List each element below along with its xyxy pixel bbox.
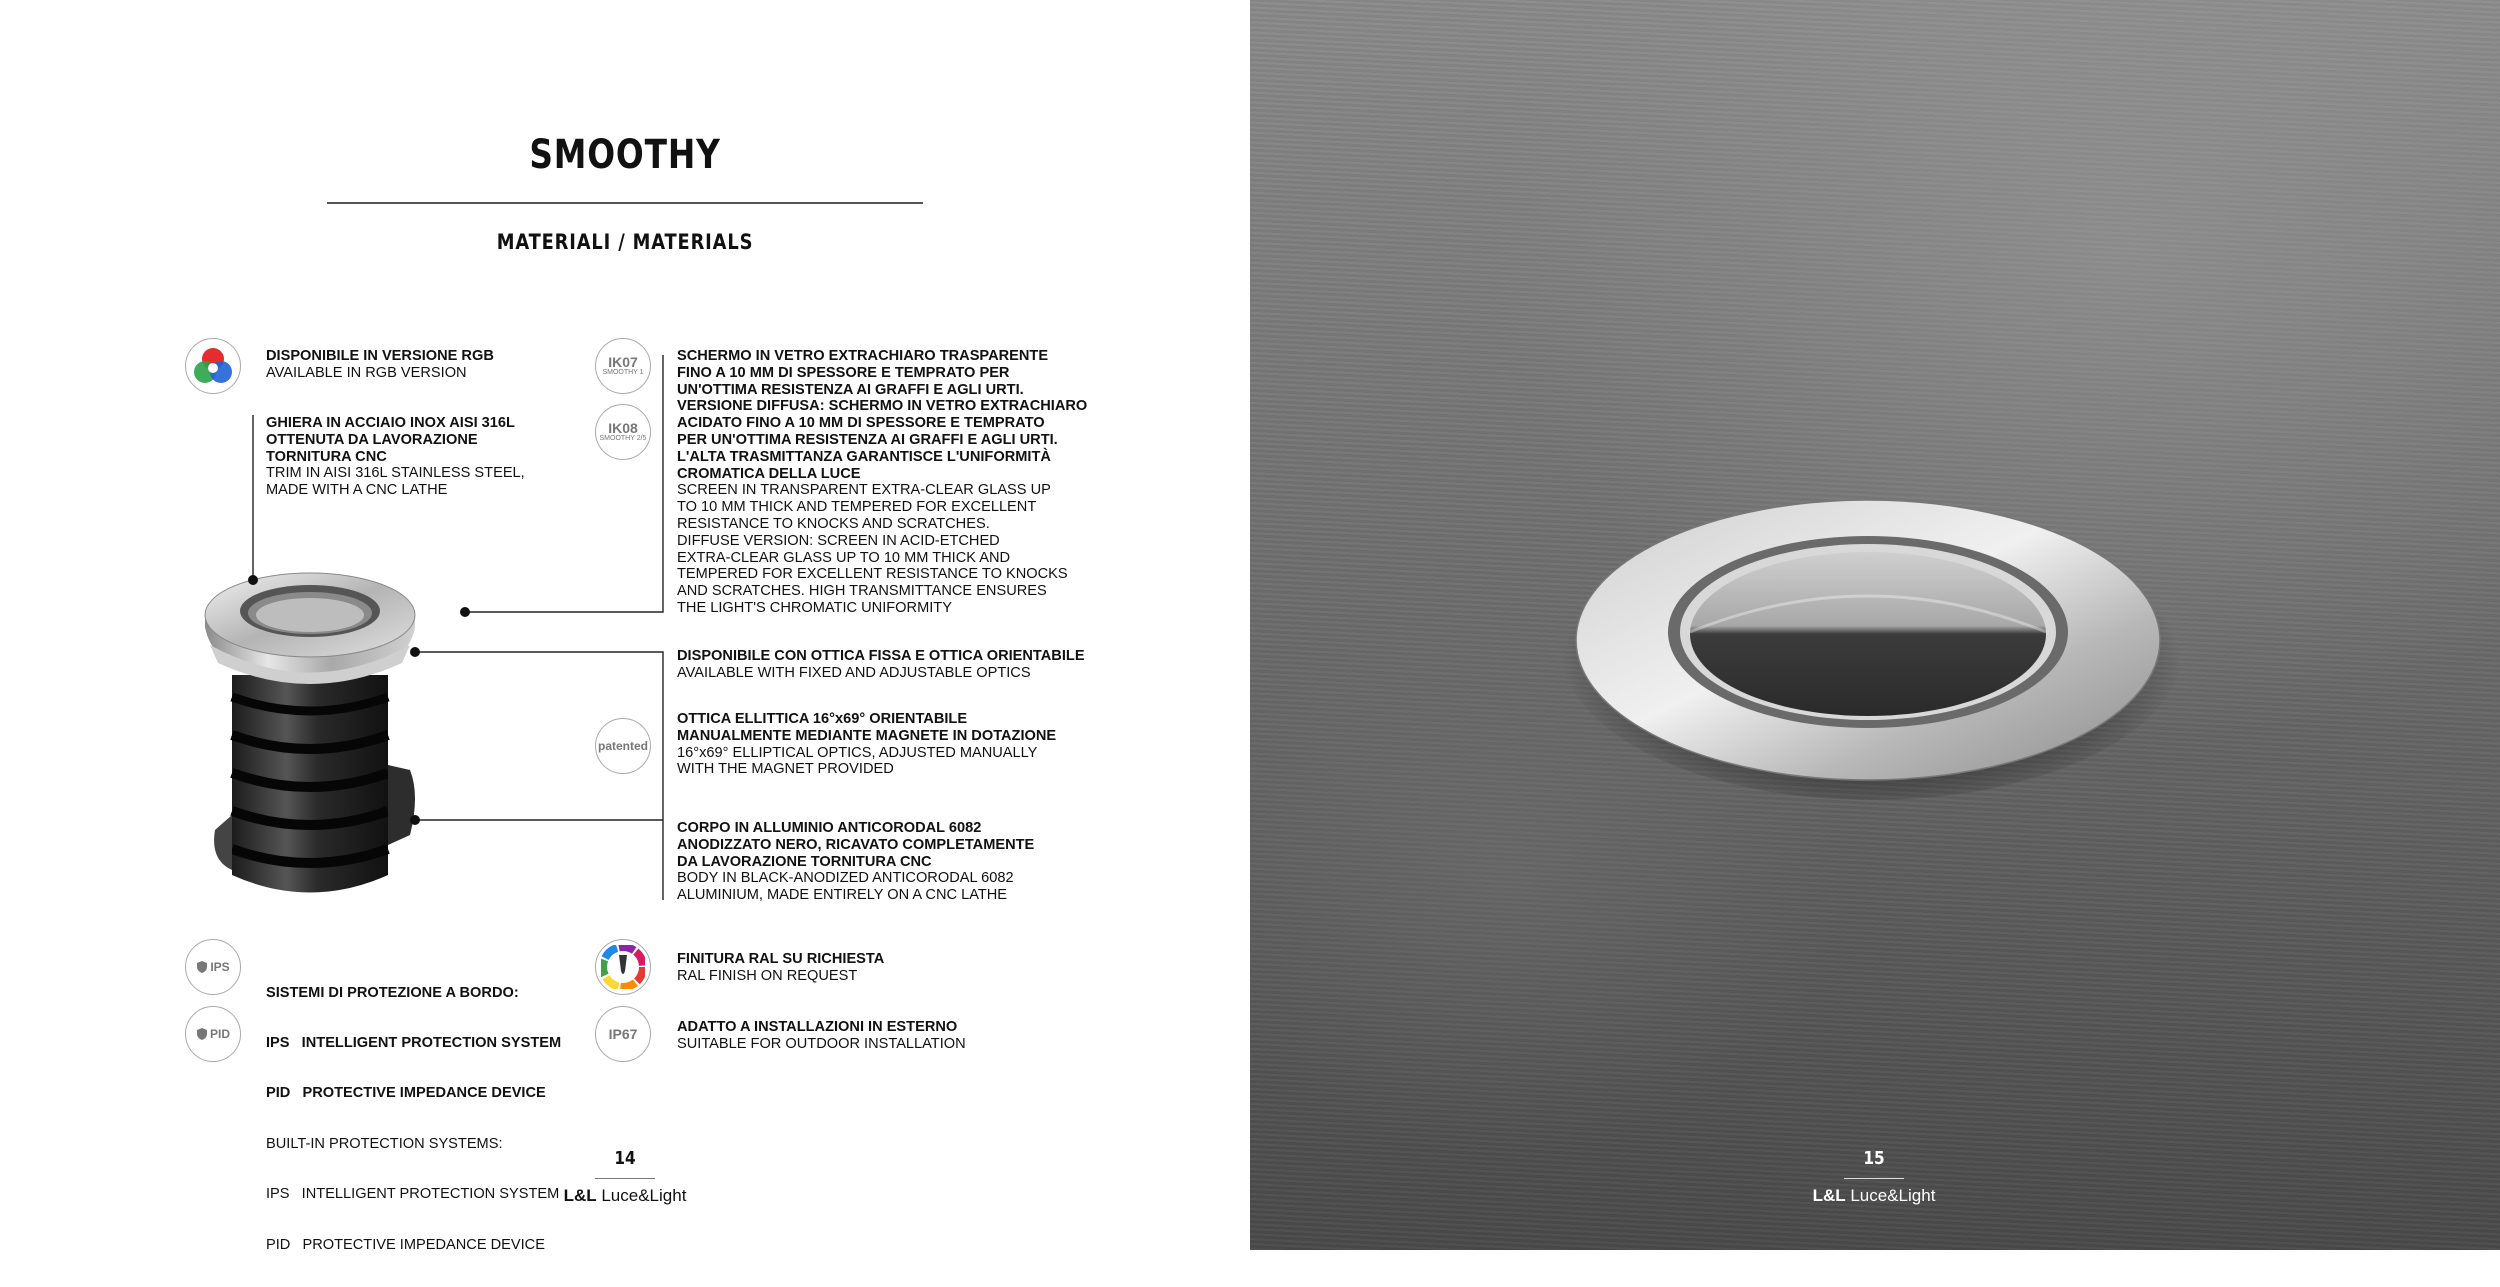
ik08-label: IK08 (608, 420, 638, 436)
feature-line: AND SCRATCHES. HIGH TRANSMITTANCE ENSURES (677, 583, 1047, 600)
feature-outdoor (677, 1019, 966, 1053)
feature-line: RESISTANCE TO KNOCKS AND SCRATCHES. (677, 515, 990, 532)
feature-line: OTTENUTA DA LAVORAZIONE (266, 431, 478, 448)
brand-name: Luce&Light (596, 1186, 687, 1205)
feature-line: FINO A 10 MM DI SPESSORE E TEMPRATO PER (677, 364, 1010, 381)
feature-line: PER UN'OTTIMA RESISTENZA AI GRAFFI E AGLI URTI. (677, 431, 1058, 448)
product-illustration (170, 545, 570, 915)
feature-protection (266, 951, 561, 1287)
feature-rgb-en: AVAILABLE IN RGB VERSION (266, 364, 467, 381)
feature-line: FINITURA RAL SU RICHIESTA (677, 951, 885, 967)
pid-badge (185, 1006, 241, 1062)
product-body (214, 675, 415, 893)
feature-line: OTTICA ELLITTICA 16°x69° ORIENTABILE (677, 711, 968, 727)
feature-line: SCHERMO IN VETRO EXTRACHIARO TRASPARENTE (677, 348, 1049, 364)
ip67-label: IP67 (608, 1026, 638, 1042)
feature-line: ANODIZZATO NERO, RICAVATO COMPLETAMENTE (677, 836, 1035, 853)
feature-line: ALUMINIUM, MADE ENTIRELY ON A CNC LATHE (677, 887, 1008, 904)
page-title: SMOOTHY (529, 132, 721, 178)
rgb-badge (185, 338, 241, 394)
shield-icon (196, 1028, 208, 1040)
feature-line: DISPONIBILE CON OTTICA FISSA E OTTICA ORIENTABILE (677, 648, 1085, 664)
feature-line: MANUALMENTE MEDIANTE MAGNETE IN DOTAZIONE (677, 727, 1057, 744)
feature-line: IPS INTELLIGENT PROTECTION SYSTEM (266, 1186, 560, 1203)
patented-label: patented (597, 739, 648, 753)
color-wheel-icon (601, 945, 645, 989)
feature-line: PID PROTECTIVE IMPEDANCE DEVICE (266, 1236, 545, 1253)
feature-ral (677, 951, 884, 985)
feature-line: ADATTO A INSTALLAZIONI IN ESTERNO (677, 1019, 958, 1035)
left-page (0, 0, 1250, 1253)
brand-name: Luce&Light (1845, 1186, 1936, 1205)
page-subtitle: MATERIALI / MATERIALS (496, 230, 754, 254)
feature-line: PID PROTECTIVE IMPEDANCE DEVICE (266, 1085, 546, 1102)
feature-line: DA LAVORAZIONE TORNITURA CNC (677, 853, 932, 870)
feature-line: MADE WITH A CNC LATHE (266, 482, 448, 499)
feature-line: CORPO IN ALLUMINIO ANTICORODAL 6082 (677, 820, 982, 836)
ik08-sub: SMOOTHY 2/5 (599, 435, 647, 442)
brand-left (525, 1186, 725, 1206)
feature-line: L'ALTA TRASMITTANZA GARANTISCE L'UNIFORMITÀ (677, 448, 1051, 465)
page-number-divider (1844, 1178, 1904, 1179)
feature-line: DIFFUSE VERSION: SCREEN IN ACID-ETCHED (677, 532, 1000, 549)
feature-line: THE LIGHT'S CHROMATIC UNIFORMITY (677, 599, 952, 616)
page-number-divider (595, 1178, 655, 1179)
feature-body (677, 820, 1034, 904)
feature-line: WITH THE MAGNET PROVIDED (677, 761, 894, 778)
feature-line: EXTRA-CLEAR GLASS UP TO 10 MM THICK AND (677, 549, 1011, 566)
brand-mark: L&L (563, 1186, 597, 1205)
ik07-badge (595, 338, 651, 394)
feature-line: CROMATICA DELLA LUCE (677, 465, 861, 482)
ips-badge (185, 939, 241, 995)
feature-optics (677, 648, 1085, 682)
brand-mark: L&L (1812, 1186, 1846, 1205)
feature-trim (266, 415, 525, 499)
feature-elliptical (677, 711, 1056, 778)
feature-line: ACIDATO FINO A 10 MM DI SPESSORE E TEMPRATO (677, 415, 1045, 432)
feature-line: SUITABLE FOR OUTDOOR INSTALLATION (677, 1035, 966, 1052)
shield-icon (196, 961, 208, 973)
feature-line: RAL FINISH ON REQUEST (677, 967, 858, 984)
feature-line: TEMPERED FOR EXCELLENT RESISTANCE TO KNOCKS (677, 566, 1068, 583)
feature-glass (677, 348, 1087, 617)
brand-right (1774, 1186, 1974, 1206)
feature-line: SISTEMI DI PROTEZIONE A BORDO: (266, 984, 519, 1001)
feature-line: TORNITURA CNC (266, 448, 387, 465)
right-page-photo (1250, 0, 2500, 1250)
ip67-badge (595, 1006, 651, 1062)
feature-line: BODY IN BLACK-ANODIZED ANTICORODAL 6082 (677, 870, 1014, 887)
feature-line: TO 10 MM THICK AND TEMPERED FOR EXCELLENT (677, 499, 1037, 516)
patented-badge (595, 718, 651, 774)
feature-line: 16°x69° ELLIPTICAL OPTICS, ADJUSTED MANUALLY (677, 744, 1038, 761)
pid-label: PID (209, 1027, 230, 1041)
ik08-badge (595, 404, 651, 460)
feature-line: TRIM IN AISI 316L STAINLESS STEEL, (266, 465, 525, 482)
feature-line: IPS INTELLIGENT PROTECTION SYSTEM (266, 1034, 562, 1051)
feature-line: SCREEN IN TRANSPARENT EXTRA-CLEAR GLASS UP (677, 482, 1051, 499)
feature-line: UN'OTTIMA RESISTENZA AI GRAFFI E AGLI URTI. (677, 381, 1024, 398)
ik07-label: IK07 (608, 354, 638, 370)
feature-rgb-it: DISPONIBILE IN VERSIONE RGB (266, 348, 494, 364)
ik07-sub: SMOOTHY 1 (602, 369, 644, 376)
page-number-right: 15 (1863, 1148, 1885, 1169)
page-number-left: 14 (614, 1148, 636, 1169)
ral-badge (595, 939, 651, 995)
installed-fixture-photo (1250, 0, 2500, 1250)
feature-rgb (266, 348, 494, 382)
feature-line: GHIERA IN ACCIAIO INOX AISI 316L (266, 415, 515, 431)
feature-line: BUILT-IN PROTECTION SYSTEMS: (266, 1135, 503, 1152)
rgb-color-icon (191, 346, 235, 386)
title-divider (327, 202, 923, 204)
feature-line: AVAILABLE WITH FIXED AND ADJUSTABLE OPTICS (677, 664, 1031, 681)
feature-line: VERSIONE DIFFUSA: SCHERMO IN VETRO EXTRACHIARO (677, 398, 1088, 415)
product-trim (205, 573, 415, 684)
ips-label: IPS (210, 960, 230, 974)
